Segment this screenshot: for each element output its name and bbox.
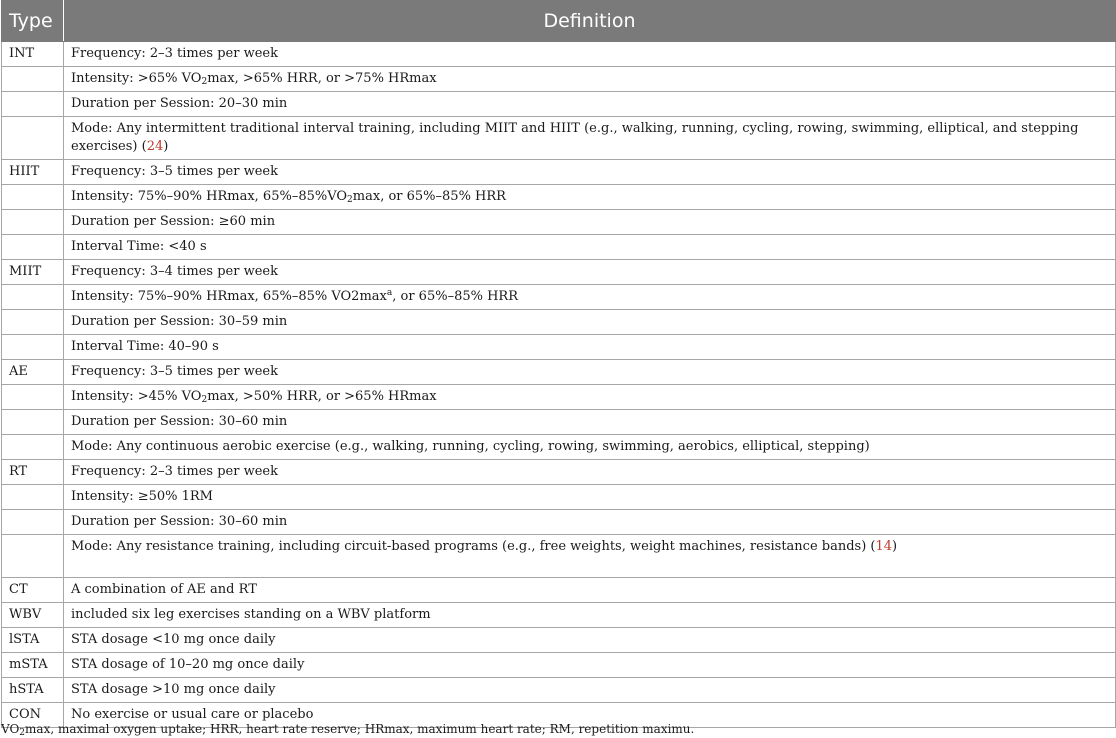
type-cell: MIIT xyxy=(2,260,64,285)
table-row xyxy=(2,410,1116,435)
table-row xyxy=(2,92,1116,117)
definitions-table xyxy=(1,0,1116,728)
definition-text: Intensity: 75%–90% HRmax, 65%–85%VO xyxy=(71,189,348,204)
definition-text: Duration per Session: 30–59 min xyxy=(71,314,288,329)
definition-cell xyxy=(64,210,1116,235)
definition-text: A combination of AE and RT xyxy=(71,582,257,597)
footnote-text-start: VO xyxy=(1,722,20,736)
definition-cell xyxy=(64,335,1116,360)
definition-text: Frequency: 3–4 times per week xyxy=(71,264,278,279)
table-row xyxy=(2,42,1116,67)
definition-text-end: max, or 65%–85% HRR xyxy=(352,189,506,204)
type-cell: AE xyxy=(2,360,64,385)
table-row xyxy=(2,678,1116,703)
definition-text: Frequency: 2–3 times per week xyxy=(71,464,278,479)
definition-text: Frequency: 3–5 times per week xyxy=(71,364,278,379)
type-cell: lSTA xyxy=(2,628,64,653)
type-cell xyxy=(2,485,64,510)
type-cell: mSTA xyxy=(2,653,64,678)
definition-cell xyxy=(64,92,1116,117)
table-row xyxy=(2,435,1116,460)
type-column-header: Type xyxy=(2,1,64,42)
definition-cell xyxy=(64,385,1116,410)
definition-text: STA dosage <10 mg once daily xyxy=(71,632,276,647)
type-cell: HIIT xyxy=(2,160,64,185)
table-row xyxy=(2,260,1116,285)
definition-cell xyxy=(64,235,1116,260)
definition-text: No exercise or usual care or placebo xyxy=(71,707,314,722)
definition-cell xyxy=(64,435,1116,460)
definition-cell xyxy=(64,485,1116,510)
definition-text: Duration per Session: 30–60 min xyxy=(71,514,288,529)
definition-cell xyxy=(64,117,1116,160)
definition-text-end: ) xyxy=(892,539,898,554)
type-cell: hSTA xyxy=(2,678,64,703)
definition-cell xyxy=(64,410,1116,435)
subscript: 2 xyxy=(347,195,353,205)
reference-link[interactable]: 14 xyxy=(875,539,893,554)
definition-text: Frequency: 2–3 times per week xyxy=(71,46,278,61)
definition-text: Frequency: 3–5 times per week xyxy=(71,164,278,179)
table-row xyxy=(2,628,1116,653)
definition-cell xyxy=(64,67,1116,92)
table-row xyxy=(2,653,1116,678)
definition-text: Intensity: >65% VO xyxy=(71,71,202,86)
table-row xyxy=(2,235,1116,260)
table-row xyxy=(2,385,1116,410)
definition-text-end: max, >65% HRR, or >75% HRmax xyxy=(207,71,437,86)
table-row xyxy=(2,603,1116,628)
type-cell xyxy=(2,510,64,535)
footnote-text-end: max, maximal oxygen uptake; HRR, heart rate reserve; HRmax, maximum heart rate; RM, repetition maximu. xyxy=(25,722,695,736)
definition-cell xyxy=(64,678,1116,703)
definition-text: Interval Time: 40–90 s xyxy=(71,339,219,354)
definition-text: Mode: Any continuous aerobic exercise (e.g., walking, running, cycling, rowing, swimming, aerobics, elliptical, stepping) xyxy=(71,439,870,454)
table-row xyxy=(2,310,1116,335)
table-row xyxy=(2,485,1116,510)
type-cell xyxy=(2,92,64,117)
definition-cell xyxy=(64,603,1116,628)
table-row xyxy=(2,117,1116,160)
definition-cell xyxy=(64,42,1116,67)
definition-text: Intensity: >45% VO xyxy=(71,389,202,404)
type-cell: CT xyxy=(2,578,64,603)
type-cell: WBV xyxy=(2,603,64,628)
definition-text: Intensity: ≥50% 1RM xyxy=(71,489,213,504)
header-row xyxy=(2,1,1116,42)
definition-text: included six leg exercises standing on a WBV platform xyxy=(71,607,431,622)
table-row xyxy=(2,335,1116,360)
definition-column-header: Definition xyxy=(64,1,1116,42)
definition-text: STA dosage of 10–20 mg once daily xyxy=(71,657,305,672)
definition-cell xyxy=(64,653,1116,678)
table-footnote xyxy=(1,722,694,736)
type-cell xyxy=(2,117,64,160)
definition-text-end: max, >50% HRR, or >65% HRmax xyxy=(207,389,437,404)
table-row xyxy=(2,510,1116,535)
definition-cell xyxy=(64,535,1116,578)
type-cell: INT xyxy=(2,42,64,67)
subscript: 2 xyxy=(201,395,208,405)
type-cell xyxy=(2,310,64,335)
table-row xyxy=(2,460,1116,485)
type-cell xyxy=(2,410,64,435)
definition-text-end: ) xyxy=(163,139,169,154)
type-cell: RT xyxy=(2,460,64,485)
table-row xyxy=(2,285,1116,310)
definition-text: Interval Time: <40 s xyxy=(71,239,207,254)
definition-text: Duration per Session: 30–60 min xyxy=(71,414,288,429)
type-cell xyxy=(2,335,64,360)
table-row xyxy=(2,185,1116,210)
type-cell xyxy=(2,385,64,410)
definition-cell xyxy=(64,510,1116,535)
type-cell xyxy=(2,535,64,578)
definition-text: Mode: Any resistance training, including circuit-based programs (e.g., free weights, weight machines, resistance bands) ( xyxy=(71,539,876,554)
superscript: a xyxy=(386,288,393,298)
table-row xyxy=(2,67,1116,92)
subscript: 2 xyxy=(201,77,208,87)
table-row xyxy=(2,160,1116,185)
type-cell: CON xyxy=(2,703,64,728)
definition-text: STA dosage >10 mg once daily xyxy=(71,682,276,697)
definition-text: Duration per Session: ≥60 min xyxy=(71,214,276,229)
definition-text: Mode: Any intermittent traditional interval training, including MIIT and HIIT (e.g., walking, running, cycling, rowing, swimming, elliptical, and stepping exercises) ( xyxy=(71,121,1079,154)
definition-text-end: , or 65%–85% HRR xyxy=(392,289,519,304)
definition-cell xyxy=(64,260,1116,285)
definition-cell xyxy=(64,360,1116,385)
definition-cell xyxy=(64,460,1116,485)
reference-link[interactable]: 24 xyxy=(146,139,164,154)
table-row xyxy=(2,210,1116,235)
definition-cell xyxy=(64,160,1116,185)
table-row xyxy=(2,360,1116,385)
definition-cell xyxy=(64,285,1116,310)
definition-text: Intensity: 75%–90% HRmax, 65%–85% VO2max xyxy=(71,289,387,304)
type-cell xyxy=(2,285,64,310)
type-cell xyxy=(2,185,64,210)
type-cell xyxy=(2,235,64,260)
definition-cell xyxy=(64,578,1116,603)
definition-cell xyxy=(64,310,1116,335)
footnote-subscript: 2 xyxy=(19,728,26,738)
type-cell xyxy=(2,435,64,460)
type-cell xyxy=(2,67,64,92)
definition-cell xyxy=(64,185,1116,210)
table-row xyxy=(2,578,1116,603)
type-cell xyxy=(2,210,64,235)
table-row xyxy=(2,535,1116,578)
definition-cell xyxy=(64,628,1116,653)
definition-text: Duration per Session: 20–30 min xyxy=(71,96,288,111)
